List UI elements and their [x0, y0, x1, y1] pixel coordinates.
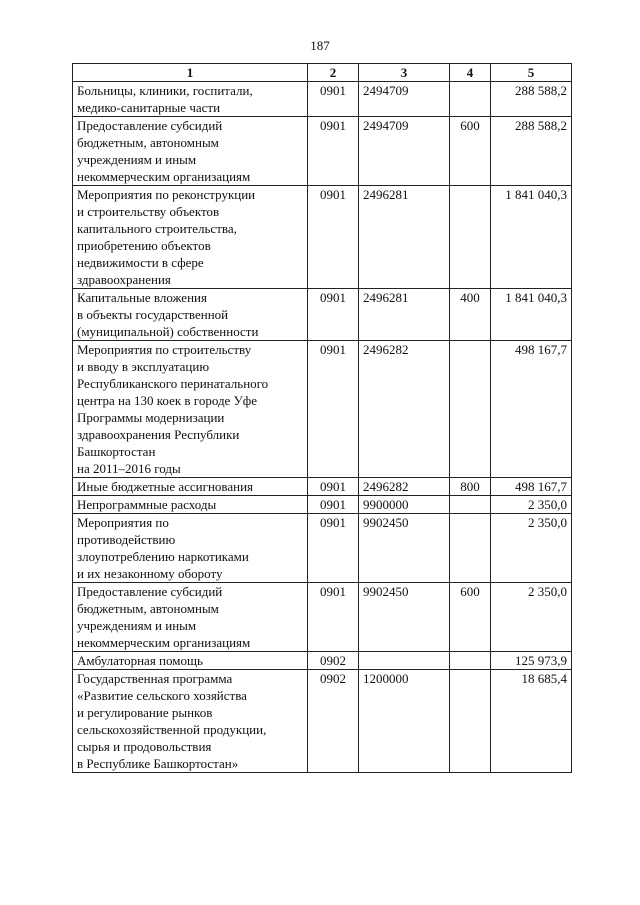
row-target-code: 2494709: [359, 117, 450, 186]
header-col-1: 1: [73, 64, 308, 82]
row-section-code: 0901: [308, 496, 359, 514]
table-row: [73, 496, 572, 514]
header-col-2: 2: [308, 64, 359, 82]
table-row: [73, 82, 572, 117]
row-amount: 2 350,0: [491, 583, 572, 652]
header-row: [73, 64, 572, 82]
row-section-code: 0901: [308, 478, 359, 496]
row-expense-type: [450, 514, 491, 583]
row-amount: 288 588,2: [491, 82, 572, 117]
row-section-code: 0901: [308, 514, 359, 583]
row-amount: 18 685,4: [491, 670, 572, 773]
row-target-code: 9902450: [359, 583, 450, 652]
row-section-code: 0901: [308, 341, 359, 478]
row-target-code: 2496281: [359, 289, 450, 341]
row-amount: 2 350,0: [491, 514, 572, 583]
row-section-code: 0902: [308, 670, 359, 773]
row-amount: 498 167,7: [491, 478, 572, 496]
row-target-code: 1200000: [359, 670, 450, 773]
table-row: [73, 583, 572, 652]
row-section-code: 0901: [308, 117, 359, 186]
row-amount: 125 973,9: [491, 652, 572, 670]
row-name: Государственная программа «Развитие сельского хозяйства и регулирование рынков сельскохозяйственной продукции, сырья и продовольствия в Республике Башкортостан»: [73, 670, 308, 773]
row-name: Капитальные вложения в объекты государственной (муниципальной) собственности: [73, 289, 308, 341]
row-name: Мероприятия по строительству и вводу в эксплуатацию Республиканского перинатального центра на 130 коек в городе Уфе Программы модернизации здравоохранения Республики Башкортостан на 2011–2016 годы: [73, 341, 308, 478]
row-section-code: 0901: [308, 583, 359, 652]
row-expense-type: 600: [450, 583, 491, 652]
row-name: Предоставление субсидий бюджетным, автономным учреждениям и иным некоммерческим организациям: [73, 583, 308, 652]
table-row: [73, 117, 572, 186]
row-expense-type: 600: [450, 117, 491, 186]
row-name: Мероприятия по противодействию злоупотреблению наркотиками и их незаконному обороту: [73, 514, 308, 583]
row-expense-type: [450, 670, 491, 773]
row-name: Амбулаторная помощь: [73, 652, 308, 670]
table-row: [73, 652, 572, 670]
row-amount: 1 841 040,3: [491, 186, 572, 289]
row-expense-type: [450, 186, 491, 289]
page-number: 187: [310, 38, 330, 53]
table-row: [73, 670, 572, 773]
row-target-code: 2496281: [359, 186, 450, 289]
table-row: [73, 514, 572, 583]
row-target-code: 9900000: [359, 496, 450, 514]
row-name: Предоставление субсидий бюджетным, автономным учреждениям и иным некоммерческим организациям: [73, 117, 308, 186]
row-amount: 288 588,2: [491, 117, 572, 186]
row-amount: 498 167,7: [491, 341, 572, 478]
row-target-code: 2496282: [359, 478, 450, 496]
row-expense-type: [450, 341, 491, 478]
row-target-code: 9902450: [359, 514, 450, 583]
header-col-4: 4: [450, 64, 491, 82]
row-amount: 1 841 040,3: [491, 289, 572, 341]
row-section-code: 0901: [308, 82, 359, 117]
row-expense-type: [450, 496, 491, 514]
row-section-code: 0901: [308, 186, 359, 289]
row-name: Иные бюджетные ассигнования: [73, 478, 308, 496]
row-section-code: 0902: [308, 652, 359, 670]
header-col-3: 3: [359, 64, 450, 82]
row-expense-type: [450, 652, 491, 670]
row-section-code: 0901: [308, 289, 359, 341]
table-row: [73, 341, 572, 478]
row-expense-type: 400: [450, 289, 491, 341]
budget-table: [72, 63, 572, 773]
row-expense-type: 800: [450, 478, 491, 496]
row-name: Непрограммные расходы: [73, 496, 308, 514]
row-expense-type: [450, 82, 491, 117]
table-row: [73, 478, 572, 496]
row-name: Больницы, клиники, госпитали, медико-санитарные части: [73, 82, 308, 117]
table-row: [73, 289, 572, 341]
row-name: Мероприятия по реконструкции и строительству объектов капитального строительства, приобретению объектов недвижимости в сфере здравоохранения: [73, 186, 308, 289]
row-amount: 2 350,0: [491, 496, 572, 514]
row-target-code: 2494709: [359, 82, 450, 117]
row-target-code: [359, 652, 450, 670]
table-row: [73, 186, 572, 289]
header-col-5: 5: [491, 64, 572, 82]
row-target-code: 2496282: [359, 341, 450, 478]
